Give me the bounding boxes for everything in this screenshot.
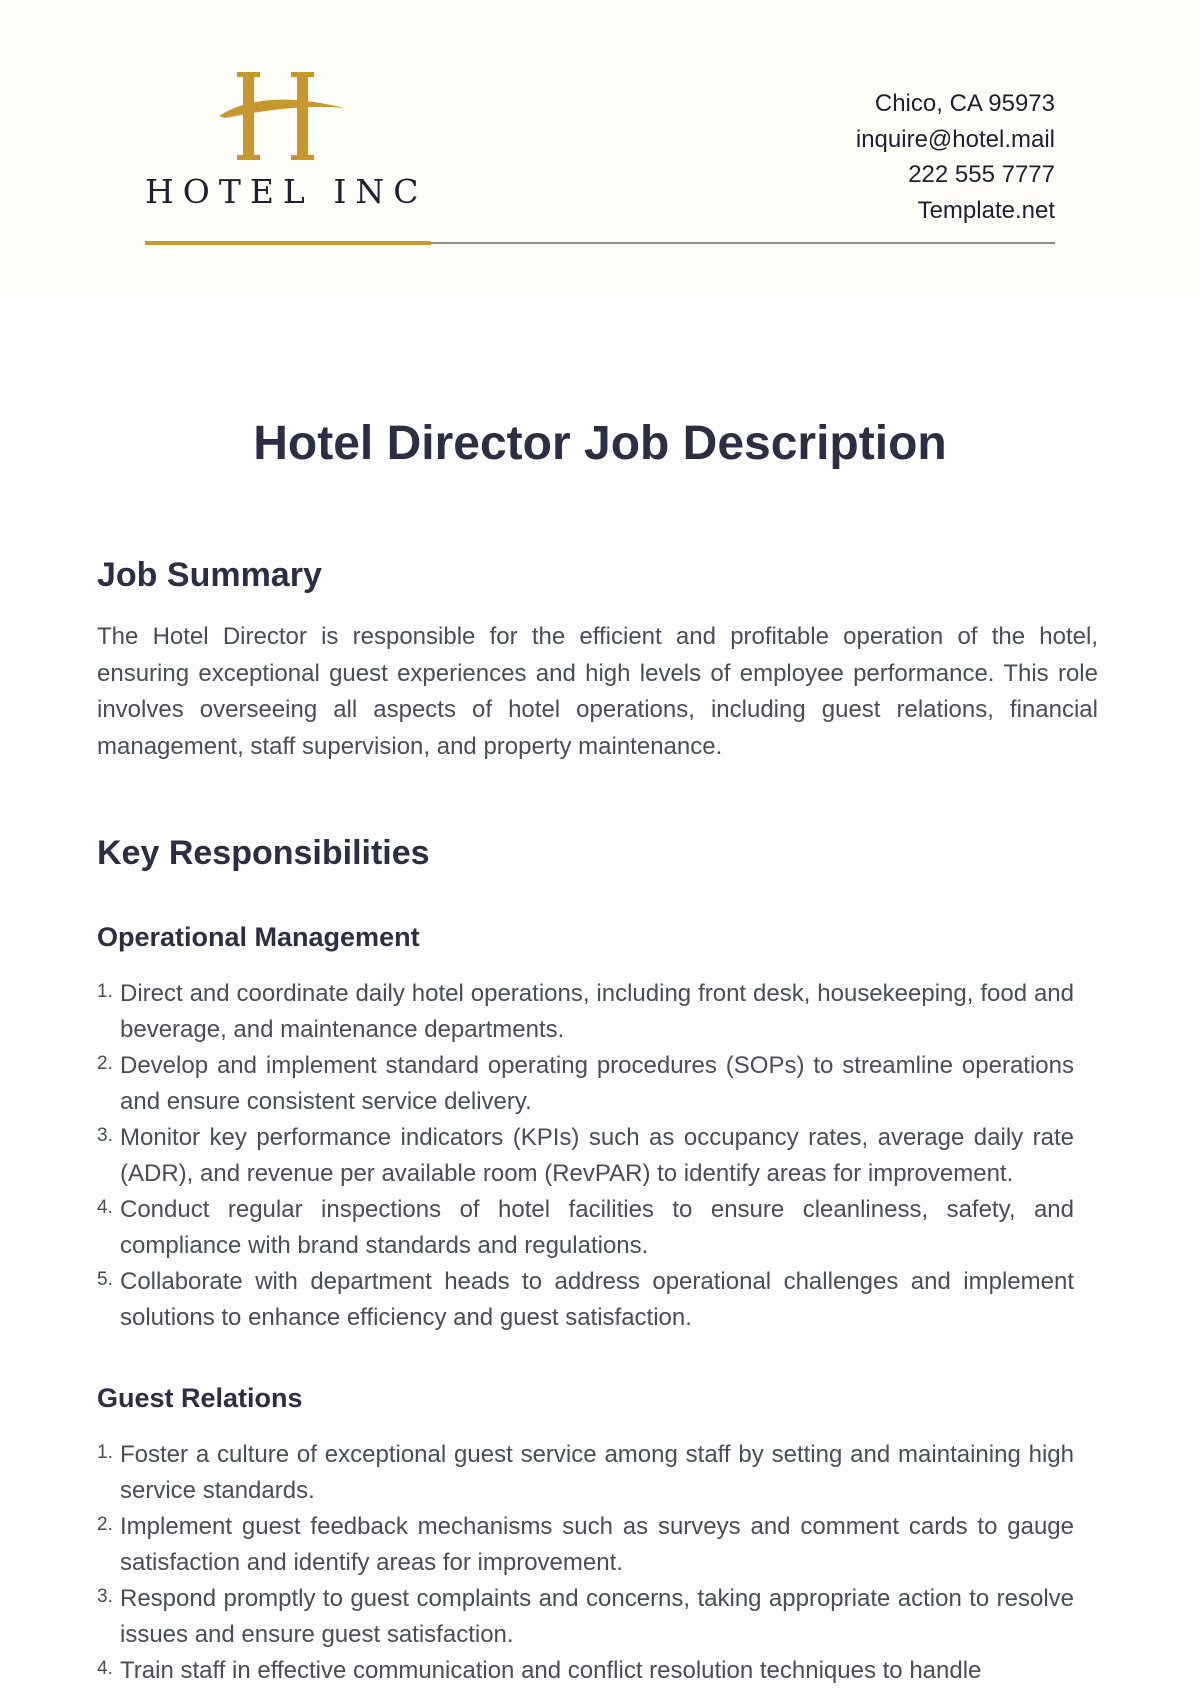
list-item: 1. Foster a culture of exceptional guest service among staff by setting and maintaining high service standards. [97,1441,1074,1504]
operational-management-list [97,976,1074,1336]
contact-phone[interactable]: 222 555 7777 [908,161,1055,188]
page-title: Hotel Director Job Description [253,417,947,470]
list-item: 2. Implement guest feedback mechanisms such as surveys and comment cards to gauge satisfaction and identify areas for improvement. [97,1513,1074,1576]
job-summary-heading: Job Summary [97,556,322,594]
list-item-text: Train staff in effective communication and conflict resolution techniques to handle [120,1657,982,1684]
brand-name: HOTEL INC [145,172,428,211]
list-item: 4. Conduct regular inspections of hotel facilities to ensure cleanliness, safety, and compliance with brand standards and regulations. [97,1196,1074,1259]
list-item-text: Monitor key performance indicators (KPIs) such as occupancy rates, average daily rate (ADR), and revenue per available room (RevPAR) to identify areas for improvement. [120,1124,1074,1187]
guest-relations-list [97,1437,1074,1689]
contact-block [856,86,1055,228]
list-item: 4. Train staff in effective communication and conflict resolution techniques to handle [97,1657,982,1684]
list-item: 2. Develop and implement standard operating procedures (SOPs) to streamline operations and ensure consistent service delivery. [97,1052,1074,1115]
list-item-text: Implement guest feedback mechanisms such as surveys and comment cards to gauge satisfaction and identify areas for improvement. [120,1513,1074,1576]
list-item-text: Foster a culture of exceptional guest service among staff by setting and maintaining high service standards. [120,1441,1074,1504]
list-item: 3. Respond promptly to guest complaints and concerns, taking appropriate action to resolve issues and ensure guest satisfaction. [97,1585,1074,1648]
hotel-h-monogram-icon [217,72,347,160]
job-summary-text: The Hotel Director is responsible for the efficient and profitable operation of the hotel, ensuring exceptional guest experiences and high levels of employee performance. This role involves overseeing all aspects of hotel operations, including guest relations, financial management, staff supervision, and property maintenance. [97,623,1098,760]
list-item: 3. Monitor key performance indicators (KPIs) such as occupancy rates, average daily rate (ADR), and revenue per available room (RevPAR) to identify areas for improvement. [97,1124,1074,1187]
guest-relations-heading: Guest Relations [97,1383,303,1413]
list-item-text: Collaborate with department heads to address operational challenges and implement solutions to enhance efficiency and guest satisfaction. [120,1268,1074,1331]
list-item-text: Conduct regular inspections of hotel facilities to ensure cleanliness, safety, and compliance with brand standards and regulations. [120,1196,1074,1259]
document-body [97,553,1098,1689]
contact-email[interactable]: inquire@hotel.mail [855,125,1055,153]
list-item-text: Direct and coordinate daily hotel operations, including front desk, housekeeping, food and beverage, and maintenance departments. [120,980,1074,1043]
key-responsibilities-heading: Key Responsibilities [97,834,430,872]
contact-address: Chico, CA 95973 [874,90,1055,117]
header-divider-accent [145,241,431,245]
list-item-text: Develop and implement standard operating procedures (SOPs) to streamline operations and ensure consistent service delivery. [120,1052,1074,1115]
contact-website[interactable]: Template.net [917,196,1055,224]
header-divider [145,241,1055,244]
list-item: 5. Collaborate with department heads to address operational challenges and implement solutions to enhance efficiency and guest satisfaction. [97,1268,1074,1331]
header-divider-line [431,242,1055,244]
operational-management-heading: Operational Management [97,922,420,952]
letterhead [0,0,1200,290]
list-item: 1. Direct and coordinate daily hotel operations, including front desk, housekeeping, food and beverage, and maintenance departments. [97,980,1074,1043]
list-item-text: Respond promptly to guest complaints and concerns, taking appropriate action to resolve issues and ensure guest satisfaction. [120,1585,1074,1648]
